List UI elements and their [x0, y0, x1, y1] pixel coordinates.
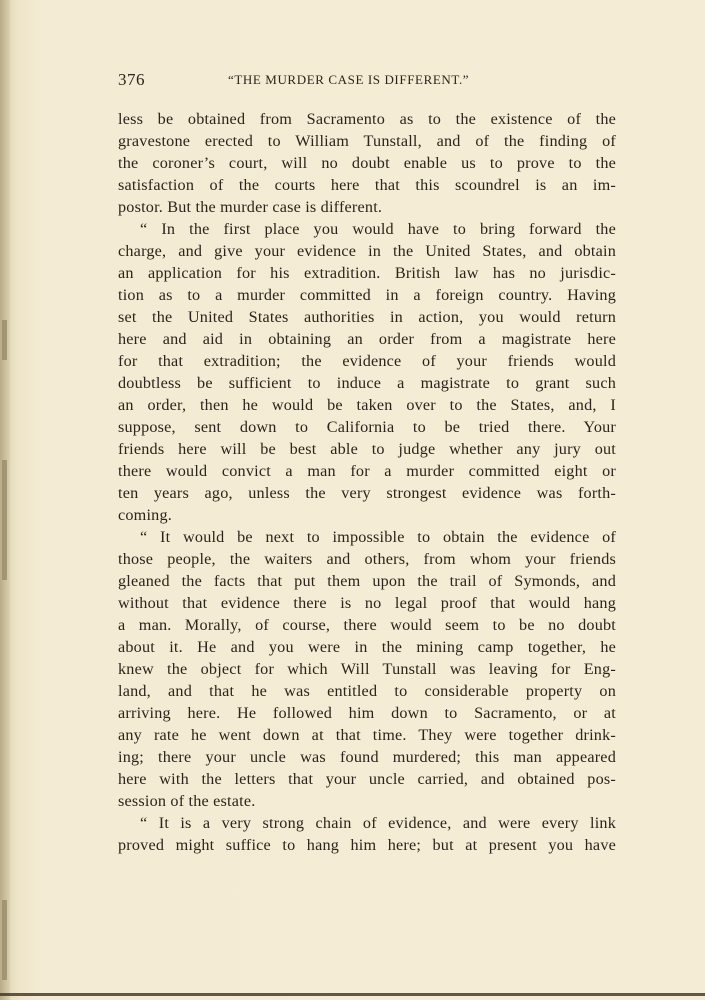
- text-line: those people, the waiters and others, from whom your friends: [118, 550, 616, 568]
- page-number: 376: [118, 70, 145, 89]
- text-line: charge, and give your evidence in the United States, and obtain: [118, 242, 616, 260]
- text-line: ten years ago, unless the very strongest evidence was forth-: [118, 484, 616, 502]
- binding-mark: [2, 320, 7, 360]
- text-line: land, and that he was entitled to considerable property on: [118, 682, 616, 700]
- text-line: doubtless be sufficient to induce a magistrate to grant such: [118, 374, 616, 392]
- binding-mark: [2, 900, 7, 980]
- text-line: knew the object for which Will Tunstall was leaving for Eng-: [118, 660, 616, 678]
- text-line: coming.: [118, 506, 173, 524]
- text-line: arriving here. He followed him down to Sacramento, or at: [118, 704, 616, 722]
- text-line: any rate he went down at that time. They were together drink-: [118, 726, 616, 744]
- text-line: “ It is a very strong chain of evidence, and were every link: [140, 814, 616, 832]
- text-line: suppose, sent down to California to be tried there. Your: [118, 418, 616, 436]
- text-line: for that extradition; the evidence of your friends would: [118, 352, 616, 370]
- page-bottom-edge: [0, 993, 705, 996]
- text-line: friends here will be best able to judge whether any jury out: [118, 440, 616, 458]
- body-text: [118, 108, 616, 856]
- text-line: the coroner’s court, will no doubt enable us to prove to the: [118, 154, 616, 172]
- page-header: [118, 70, 616, 92]
- text-line: postor. But the murder case is different.: [118, 198, 383, 216]
- text-line: here with the letters that your uncle carried, and obtained pos-: [118, 770, 616, 788]
- text-line: “ In the first place you would have to bring forward the: [140, 220, 616, 238]
- text-line: satisfaction of the courts here that this scoundrel is an im-: [118, 176, 616, 194]
- text-line: without that evidence there is no legal proof that would hang: [118, 594, 616, 612]
- text-line: “ It would be next to impossible to obtain the evidence of: [140, 528, 616, 546]
- text-line: ing; there your uncle was found murdered; this man appeared: [118, 748, 616, 766]
- text-line: less be obtained from Sacramento as to the existence of the: [118, 110, 616, 128]
- binding-mark: [2, 460, 7, 580]
- text-line: an order, then he would be taken over to the States, and, I: [118, 396, 616, 414]
- text-line: session of the estate.: [118, 792, 256, 810]
- text-line: a man. Morally, of course, there would seem to be no doubt: [118, 616, 616, 634]
- text-line: proved might suffice to hang him here; but at present you have: [118, 836, 616, 854]
- running-head: “THE MURDER CASE IS DIFFERENT.”: [228, 72, 470, 87]
- text-line: gravestone erected to William Tunstall, and of the finding of: [118, 132, 616, 150]
- text-line: there would convict a man for a murder committed eight or: [118, 462, 616, 480]
- text-line: an application for his extradition. British law has no jurisdic-: [118, 264, 616, 282]
- text-line: set the United States authorities in action, you would return: [118, 308, 616, 326]
- text-line: gleaned the facts that put them upon the trail of Symonds, and: [118, 572, 616, 590]
- text-line: here and aid in obtaining an order from a magistrate here: [118, 330, 616, 348]
- text-line: about it. He and you were in the mining camp together, he: [118, 638, 616, 656]
- text-line: tion as to a murder committed in a foreign country. Having: [118, 286, 616, 304]
